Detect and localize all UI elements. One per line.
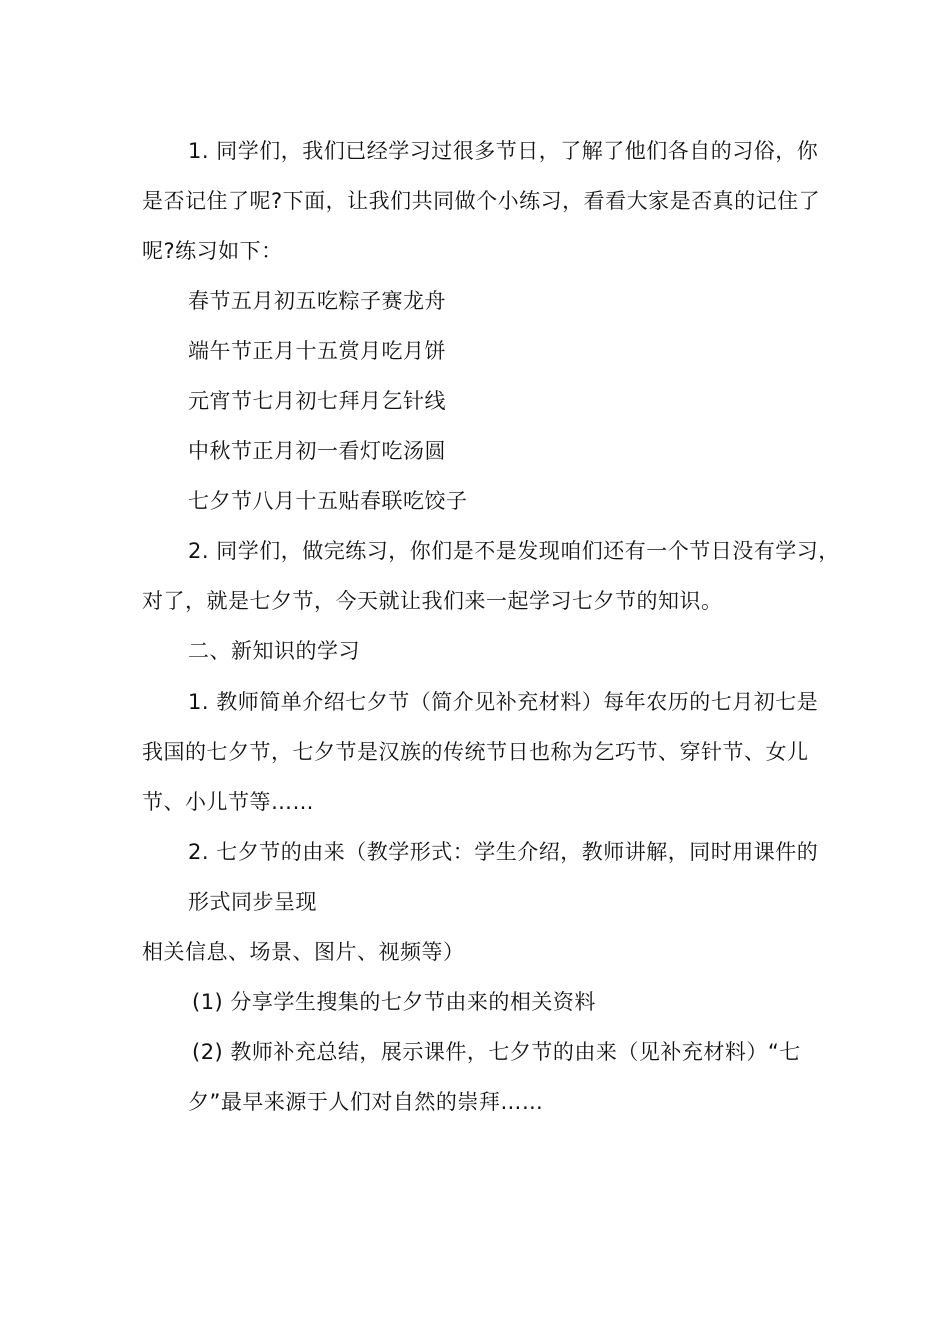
exercise-line: 端午节正月十五赏月吃月饼 [188,339,446,363]
paragraph-line: 2. 七夕节的由来（教学形式：学生介绍，教师讲解，同时用课件的 [188,840,819,864]
exercise-line: 春节五月初五吃粽子赛龙舟 [188,289,446,313]
paragraph-line: 节、小儿节等…… [142,790,314,814]
sub-item-line: (2) 教师补充总结，展示课件，七夕节的由来（见补充材料）“七 [192,1040,801,1064]
paragraph-line: 1. 教师简单介绍七夕节（简介见补充材料）每年农历的七月初七是 [188,690,819,714]
paragraph-line: 对了，就是七夕节，今天就让我们来一起学习七夕节的知识。 [142,589,723,613]
paragraph-line: 是否记住了呢?下面，让我们共同做个小练习，看看大家是否真的记住了 [142,189,821,213]
exercise-line: 元宵节七月初七拜月乞针线 [188,389,446,413]
paragraph-line: 形式同步呈现 [188,890,317,914]
exercise-line: 七夕节八月十五贴春联吃饺子 [188,489,468,513]
paragraph-line: 相关信息、场景、图片、视频等） [142,940,465,964]
paragraph-line: 夕”最早来源于人们对自然的崇拜…… [188,1090,544,1114]
paragraph-line: 呢?练习如下： [142,239,283,263]
paragraph-line: 我国的七夕节，七夕节是汉族的传统节日也称为乞巧节、穿针节、女儿 [142,740,809,764]
exercise-line: 中秋节正月初一看灯吃汤圆 [188,439,446,463]
sub-item-line: (1) 分享学生搜集的七夕节由来的相关资料 [192,990,596,1014]
paragraph-line: 1. 同学们，我们已经学习过很多节日，了解了他们各自的习俗，你 [188,139,819,163]
section-heading: 二、新知识的学习 [188,639,360,663]
paragraph-line: 2. 同学们，做完练习，你们是不是发现咱们还有一个节日没有学习， [188,539,840,563]
